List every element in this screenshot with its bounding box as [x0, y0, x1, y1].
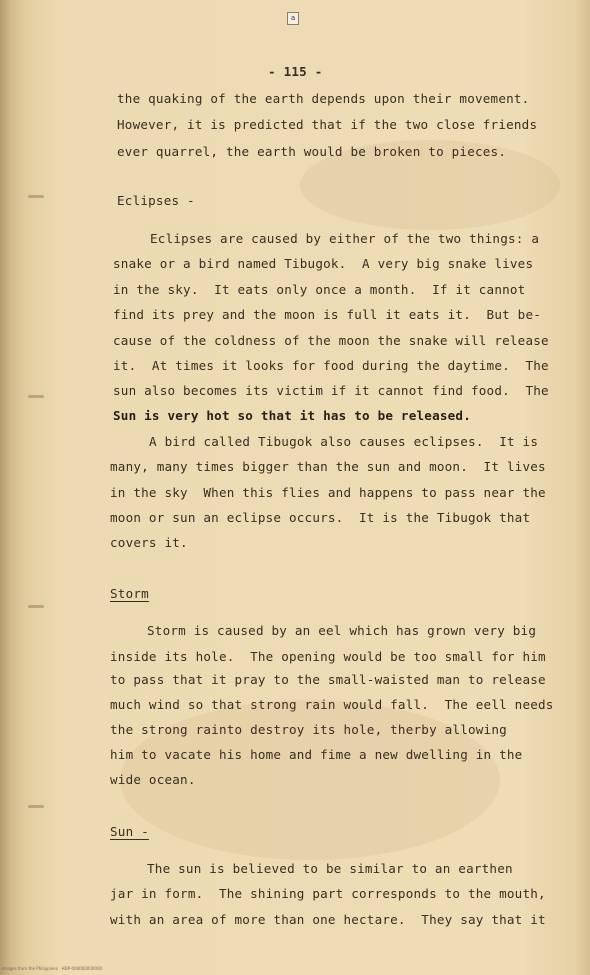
text-line: find its prey and the moon is full it eats it. But be-	[113, 307, 542, 322]
text-line: moon or sun an eclipse occurs. It is the Tibugok that	[110, 510, 531, 525]
section-heading-eclipses: Eclipses -	[117, 193, 195, 208]
stamp-label: a	[287, 12, 299, 25]
text-line: ever quarrel, the earth would be broken to pieces.	[117, 144, 507, 159]
text-line: with an area of more than one hectare. They say that it	[110, 912, 546, 927]
text-line: Storm is caused by an eel which has grown very big	[147, 623, 537, 638]
text-line: snake or a bird named Tibugok. A very big snake lives	[113, 256, 534, 271]
scan-footer: Images from the Philippines HDP-000000000000	[2, 966, 103, 971]
text-line: The sun is believed to be similar to an earthen	[147, 861, 513, 876]
text-line: the strong rainto destroy its hole, therby allowing	[110, 722, 507, 737]
text-line: him to vacate his home and fime a new dwelling in the	[110, 747, 523, 762]
text-line: However, it is predicted that if the two close friends	[117, 117, 538, 132]
text-line: in the sky. It eats only once a month. If it cannot	[113, 282, 526, 297]
text-line: wide ocean.	[110, 772, 196, 787]
text-line: jar in form. The shining part corresponds to the mouth,	[110, 886, 546, 901]
text-line: many, many times bigger than the sun and moon. It lives	[110, 459, 546, 474]
text-line: cause of the coldness of the moon the snake will release	[113, 333, 549, 348]
text-line: much wind so that strong rain would fall. The eell needs	[110, 697, 554, 712]
page-number: - 115 -	[268, 64, 323, 79]
text-line: it. At times it looks for food during the daytime. The	[113, 358, 549, 373]
text-line: Sun is very hot so that it has to be released.	[113, 408, 471, 423]
section-heading-sun: Sun -	[110, 824, 149, 839]
text-line: A bird called Tibugok also causes eclipses. It is	[149, 434, 539, 449]
text-line: covers it.	[110, 535, 188, 550]
text-line: inside its hole. The opening would be too small for him	[110, 649, 546, 664]
text-line: sun also becomes its victim if it cannot find food. The	[113, 383, 549, 398]
text-line: to pass that it pray to the small-waisted man to release	[110, 672, 546, 687]
text-line: in the sky When this flies and happens to pass near the	[110, 485, 546, 500]
text-line: the quaking of the earth depends upon their movement.	[117, 91, 530, 106]
section-heading-storm: Storm	[110, 586, 149, 601]
text-line: Eclipses are caused by either of the two things: a	[150, 231, 540, 246]
